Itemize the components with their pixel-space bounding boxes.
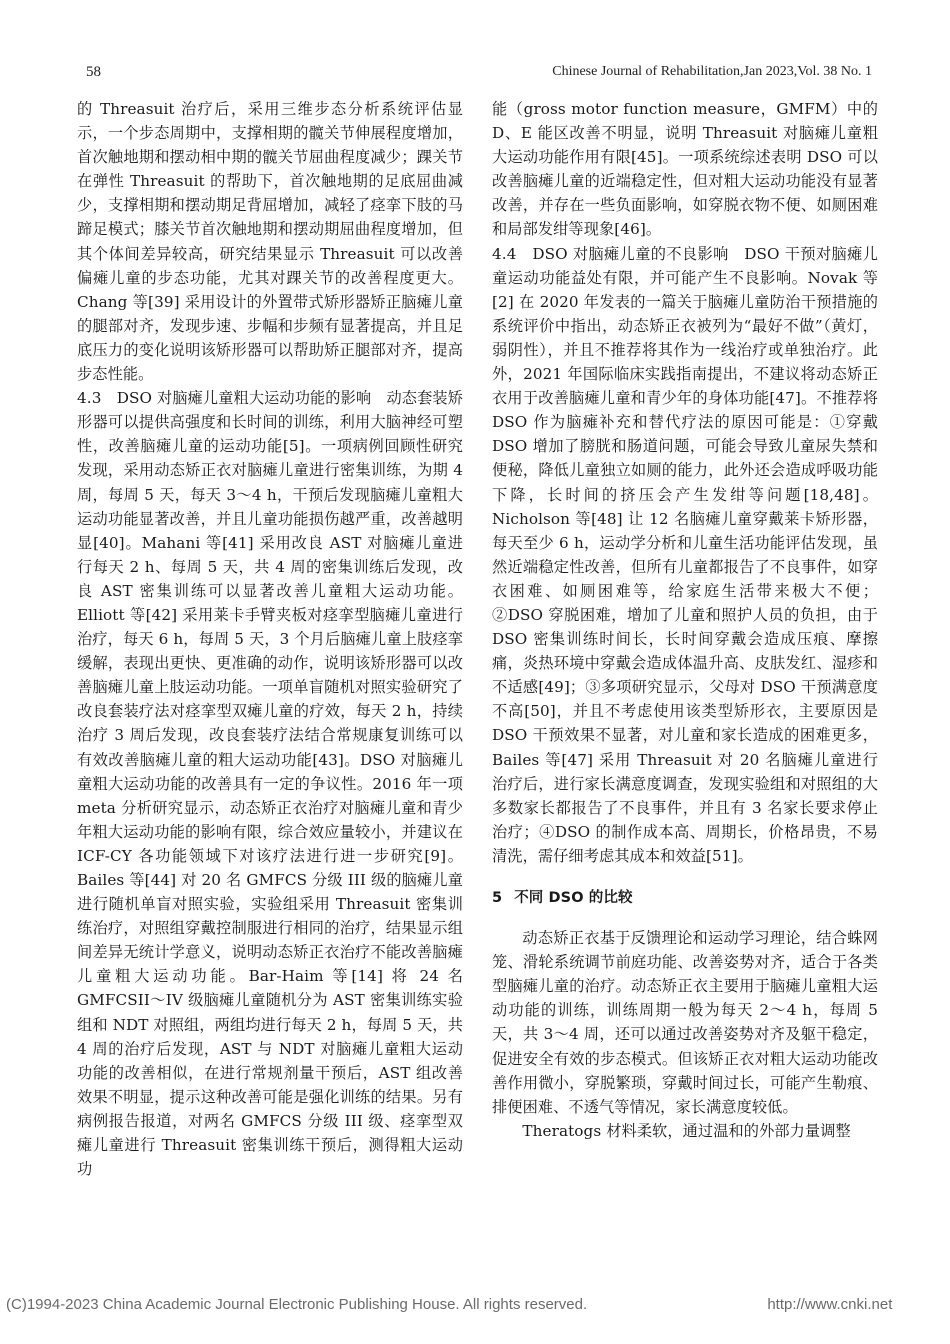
subsection-4-3-paragraph: 4.3 DSO 对脑瘫儿童粗大运动功能的影响 动态套装矫形器可以提供高强度和长时间的训练，利用大脑神经可塑性，改善脑瘫儿童的运动功能[5]。一项病例回顾性研究发现，采用动态矫正衣对脑瘫儿童进行密集训练，为期 4 周，每周 5 天，每天 3～4 h，干预后发现脑瘫儿童粗大运动功能显著改善，并且儿童功能损伤越严重，改善越明显[40]。Mahani 等[41] 采用改良 AST 对脑瘫儿童进行每天 2 h、每周 5 天，共 4 周的密集训练后发现，改良 AST 密集训练可以显著改善儿童粗大运动功能。Elliott 等[42] 采用莱卡手臂夹板对痉挛型脑瘫儿童进行治疗，每天 6 h，每周 5 天，3 个月后脑瘫儿童上肢痉挛缓解，表现出更快、更准确的动作，说明该矫形器可以改善脑瘫儿童上肢运动功能。一项单盲随机对照实验研究了改良套装疗法对痉挛型双瘫儿童的疗效，每天 2 h，持续治疗 3 周后发现，改良套装疗法结合常规康复训练可以有效改善脑瘫儿童的粗大运动功能[43]。DSO 对脑瘫儿童粗大运动功能的改善具有一定的争议性。2016 年一项 meta 分析研究显示，动态矫正衣治疗对脑瘫儿童和青少年粗大运动功能的影响有限，综合效应量较小，并建议在 ICF-CY 各功能领域下对该疗法进行进一步研究[9]。Bailes 等[44] 对 20 名 GMFCS 分级 III 级的脑瘫儿童进行随机单盲对照实验，实验组采用 Threasuit 密集训练治疗，对照组穿戴控制服进行相同的治疗，结果显示组间差异无统计学意义，说明动态矫正衣治疗不能改善脑瘫儿童粗大运动功能。Bar-Haim 等[14] 将 24 名 GMFCSII～IV 级脑瘫儿童随机分为 AST 密集训练实验组和 NDT 对照组，两组均进行每天 2 h，每周 5 天，共 4 周的治疗后发现，AST 与 NDT 对脑瘫儿童粗大运动功能的改善相似，在进行常规剂量干预后，AST 组改善效果不明显，提示这种改善可能是强化训练的结果。另有病例报告报道，对两名 GMFCS 分级 III 级、痉挛型双瘫儿童进行 Threasuit 密集训练干预后，测得粗大运动功: [77, 389, 463, 1179]
section-title: 不同 DSO 的比较: [514, 890, 633, 906]
journal-header: Chinese Journal of Rehabilitation,Jan 2023,Vol. 38 No. 1: [552, 64, 872, 79]
page-number: 58: [86, 64, 101, 80]
watermark-url: http://www.cnki.net: [767, 1296, 893, 1313]
paragraph: Theratogs 材料柔软，通过温和的外部力量调整: [522, 1121, 851, 1140]
copyright-watermark: [6, 1296, 892, 1313]
left-column: [77, 97, 463, 1181]
watermark-copyright: (C)1994-2023 China Academic Journal Electronic Publishing House. All rights reserved.: [6, 1296, 588, 1313]
section-heading: [492, 886, 878, 910]
section-number: 5: [492, 890, 503, 906]
paragraph: 动态矫正衣基于反馈理论和运动学习理论，结合蛛网笼、滑轮系统调节前庭功能、改善姿势对齐，适合于各类型脑瘫儿童的治疗。动态矫正衣主要用于脑瘫儿童粗大运动功能的训练，训练周期一般为每天 2～4 h，每周 5 天，共 3～4 周，还可以通过改善姿势对齐及躯干稳定，促进安全有效的步态模式。但该矫正衣对粗大运动功能改善作用微小，穿脱繁琐，穿戴时间过长，可能产生勒痕、排便困难、不透气等情况，家长满意度较低。: [492, 929, 878, 1116]
paragraph: 能（gross motor function measure，GMFM）中的 D、E 能区改善不明显，说明 Threasuit 对脑瘫儿童粗大运动功能作用有限[45]。一项系统综述表明 DSO 可以改善脑瘫儿童的近端稳定性，但对粗大运动功能没有显著改善，并存在一些负面影响，如穿脱衣物不便、如厕困难和局部发绀等现象[46]。: [492, 100, 878, 239]
subsection-4-4-paragraph: 4.4 DSO 对脑瘫儿童的不良影响 DSO 干预对脑瘫儿童运动功能益处有限，并可能产生不良影响。Novak 等[2] 在 2020 年发表的一篇关于脑瘫儿童防治干预措施的系统评价中指出，动态矫正衣被列为“最好不做”（黄灯，弱阴性），并且不推荐将其作为一线治疗或单独治疗。此外，2021 年国际临床实践指南提出，不建议将动态矫正衣用于改善脑瘫儿童和青少年的身体功能[47]。不推荐将 DSO 作为脑瘫补充和替代疗法的原因可能是：①穿戴 DSO 增加了膀胱和肠道问题，可能会导致儿童尿失禁和便秘，降低儿童独立如厕的能力，此外还会造成呼吸功能下降，长时间的挤压会产生发绀等问题[18,48]。Nicholson 等[48] 让 12 名脑瘫儿童穿戴莱卡矫形器，每天至少 6 h，运动学分析和儿童生活功能评估发现，虽然近端稳定性改善，但所有儿童都报告了不良事件，如穿衣困难、如厕困难等，给家庭生活带来极大不便；②DSO 穿脱困难，增加了儿童和照护人员的负担，由于 DSO 密集训练时间长，长时间穿戴会造成压痕、摩擦痛，炎热环境中穿戴会造成体温升高、皮肤发红、湿疹和不适感[49]；③多项研究显示，父母对 DSO 干预满意度不高[50]，并且不考虑使用该类型矫形衣，主要原因是 DSO 干预效果不显著，对儿童和家长造成的困难更多，Bailes 等[47] 采用 Threasuit 对 20 名脑瘫儿童进行治疗后，进行家长满意度调查，发现实验组和对照组的大多数家长都报告了不良事件，并且有 3 名家长要求停止治疗；④DSO 的制作成本高、周期长，价格昂贵，不易清洗，需仔细考虑其成本和效益[51]。: [492, 244, 878, 865]
right-column: [492, 97, 878, 1143]
paragraph: 的 Threasuit 治疗后，采用三维步态分析系统评估显示，一个步态周期中，支撑相期的髋关节伸展程度增加，首次触地期和摆动相中期的髋关节屈曲程度减少；踝关节在弹性 Threasuit 的帮助下，首次触地期的足底屈曲减少，支撑相期和摆动期足背屈增加，减轻了痉挛下肢的马蹄足模式；膝关节首次触地期和摆动期屈曲程度增加，但其个体间差异较高，研究结果显示 Threasuit 可以改善偏瘫儿童的步态功能，尤其对踝关节的改善程度更大。Chang 等[39] 采用设计的外置带式矫形器矫正脑瘫儿童的腿部对齐，发现步速、步幅和步频有显著提高，并且足底压力的变化说明该矫形器可以帮助矫正腿部对齐，提高步态性能。: [77, 100, 463, 384]
